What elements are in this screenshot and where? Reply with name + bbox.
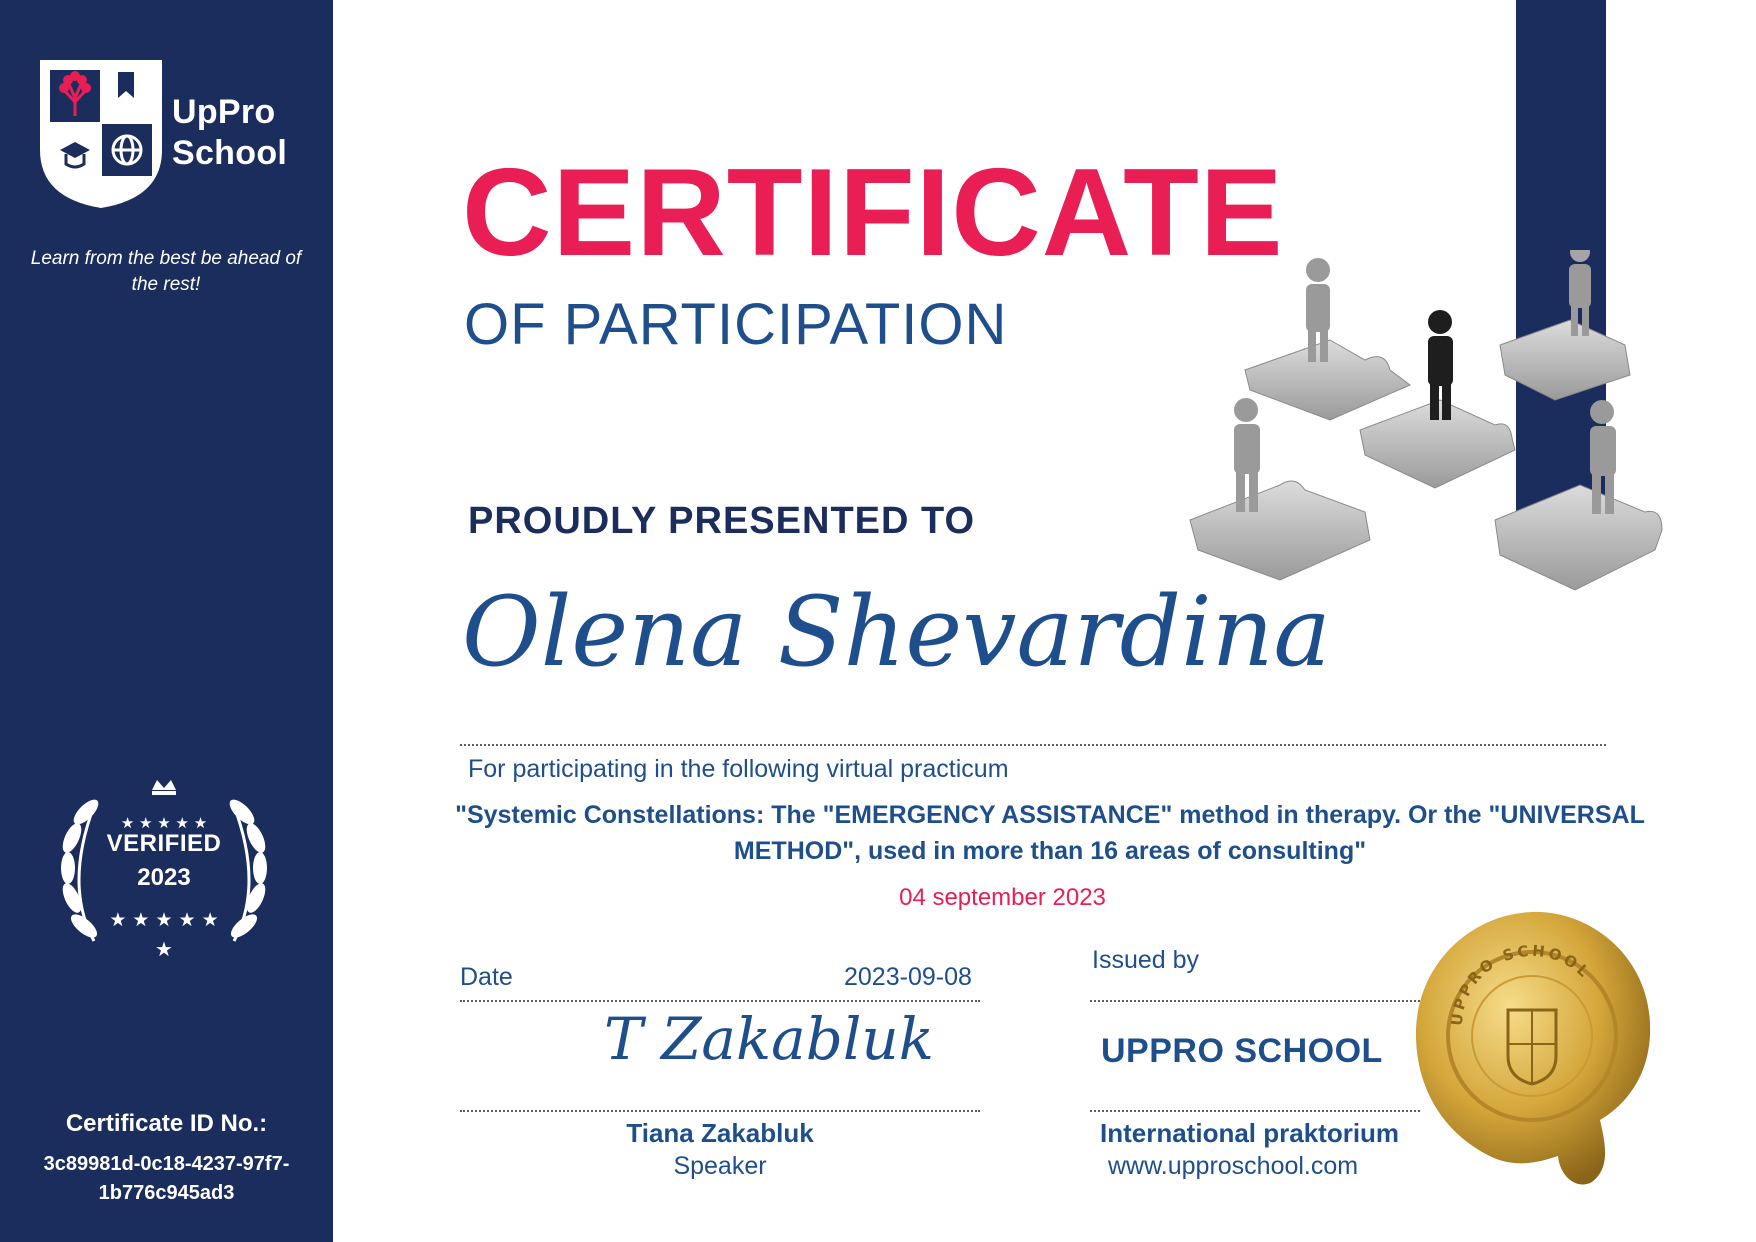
issuer-name: UPPRO SCHOOL — [1101, 1032, 1383, 1070]
divider — [460, 1110, 980, 1112]
course-title: "Systemic Constellations: The "EMERGENCY ASSISTANCE" method in therapy. Or the "UNIVERSAL METHOD", used in more than 16 areas of consulting" — [455, 801, 1645, 865]
divider — [1090, 1110, 1420, 1112]
certificate-id: 3c89981d-0c18-4237-97f7-1b776c945ad3 — [43, 1153, 290, 1204]
brand-name: UpPro School — [172, 93, 288, 172]
date-value: 2023-09-08 — [844, 963, 972, 991]
issued-by-label: Issued by — [1092, 946, 1200, 974]
certificate-title: CERTIFICATE — [462, 144, 1284, 282]
speaker-name: Tiana Zakabluk — [626, 1118, 814, 1148]
crown-icon — [152, 780, 176, 790]
tagline: Learn from the best be ahead of the rest! — [30, 248, 302, 295]
speaker-signature: T Zakabluk — [604, 1005, 934, 1073]
svg-text:★ ★ ★ ★ ★: ★ ★ ★ ★ ★ — [120, 814, 208, 832]
website-url: www.upproschool.com — [1108, 1152, 1359, 1180]
sidebar — [0, 0, 333, 1242]
svg-text:UPPRO SCHOOL: UPPRO SCHOOL — [1447, 941, 1595, 1027]
divider — [460, 744, 1606, 746]
speaker-role: Speaker — [673, 1152, 767, 1180]
certificate-subtitle: OF PARTICIPATION — [464, 292, 1008, 357]
svg-text:★: ★ — [155, 937, 173, 956]
event-date: 04 september 2023 — [899, 884, 1106, 911]
certificate-id-label: Certificate ID No.: — [65, 1110, 268, 1137]
badge-verified: VERIFIED — [106, 830, 222, 857]
organization-name: International praktorium — [1100, 1118, 1400, 1148]
wax-seal-icon — [1410, 906, 1655, 1192]
presented-to-label: PROUDLY PRESENTED TO — [468, 500, 976, 542]
recipient-name: Olena Shevardina — [462, 576, 1331, 688]
participation-intro: For participating in the following virtual practicum — [468, 755, 1009, 783]
divider — [1090, 1000, 1420, 1002]
badge-year: 2023 — [137, 864, 191, 891]
school-shield-logo-icon — [36, 58, 166, 210]
divider — [460, 1000, 980, 1002]
svg-text:★ ★ ★ ★ ★: ★ ★ ★ ★ ★ — [109, 909, 219, 931]
date-label: Date — [460, 963, 513, 991]
